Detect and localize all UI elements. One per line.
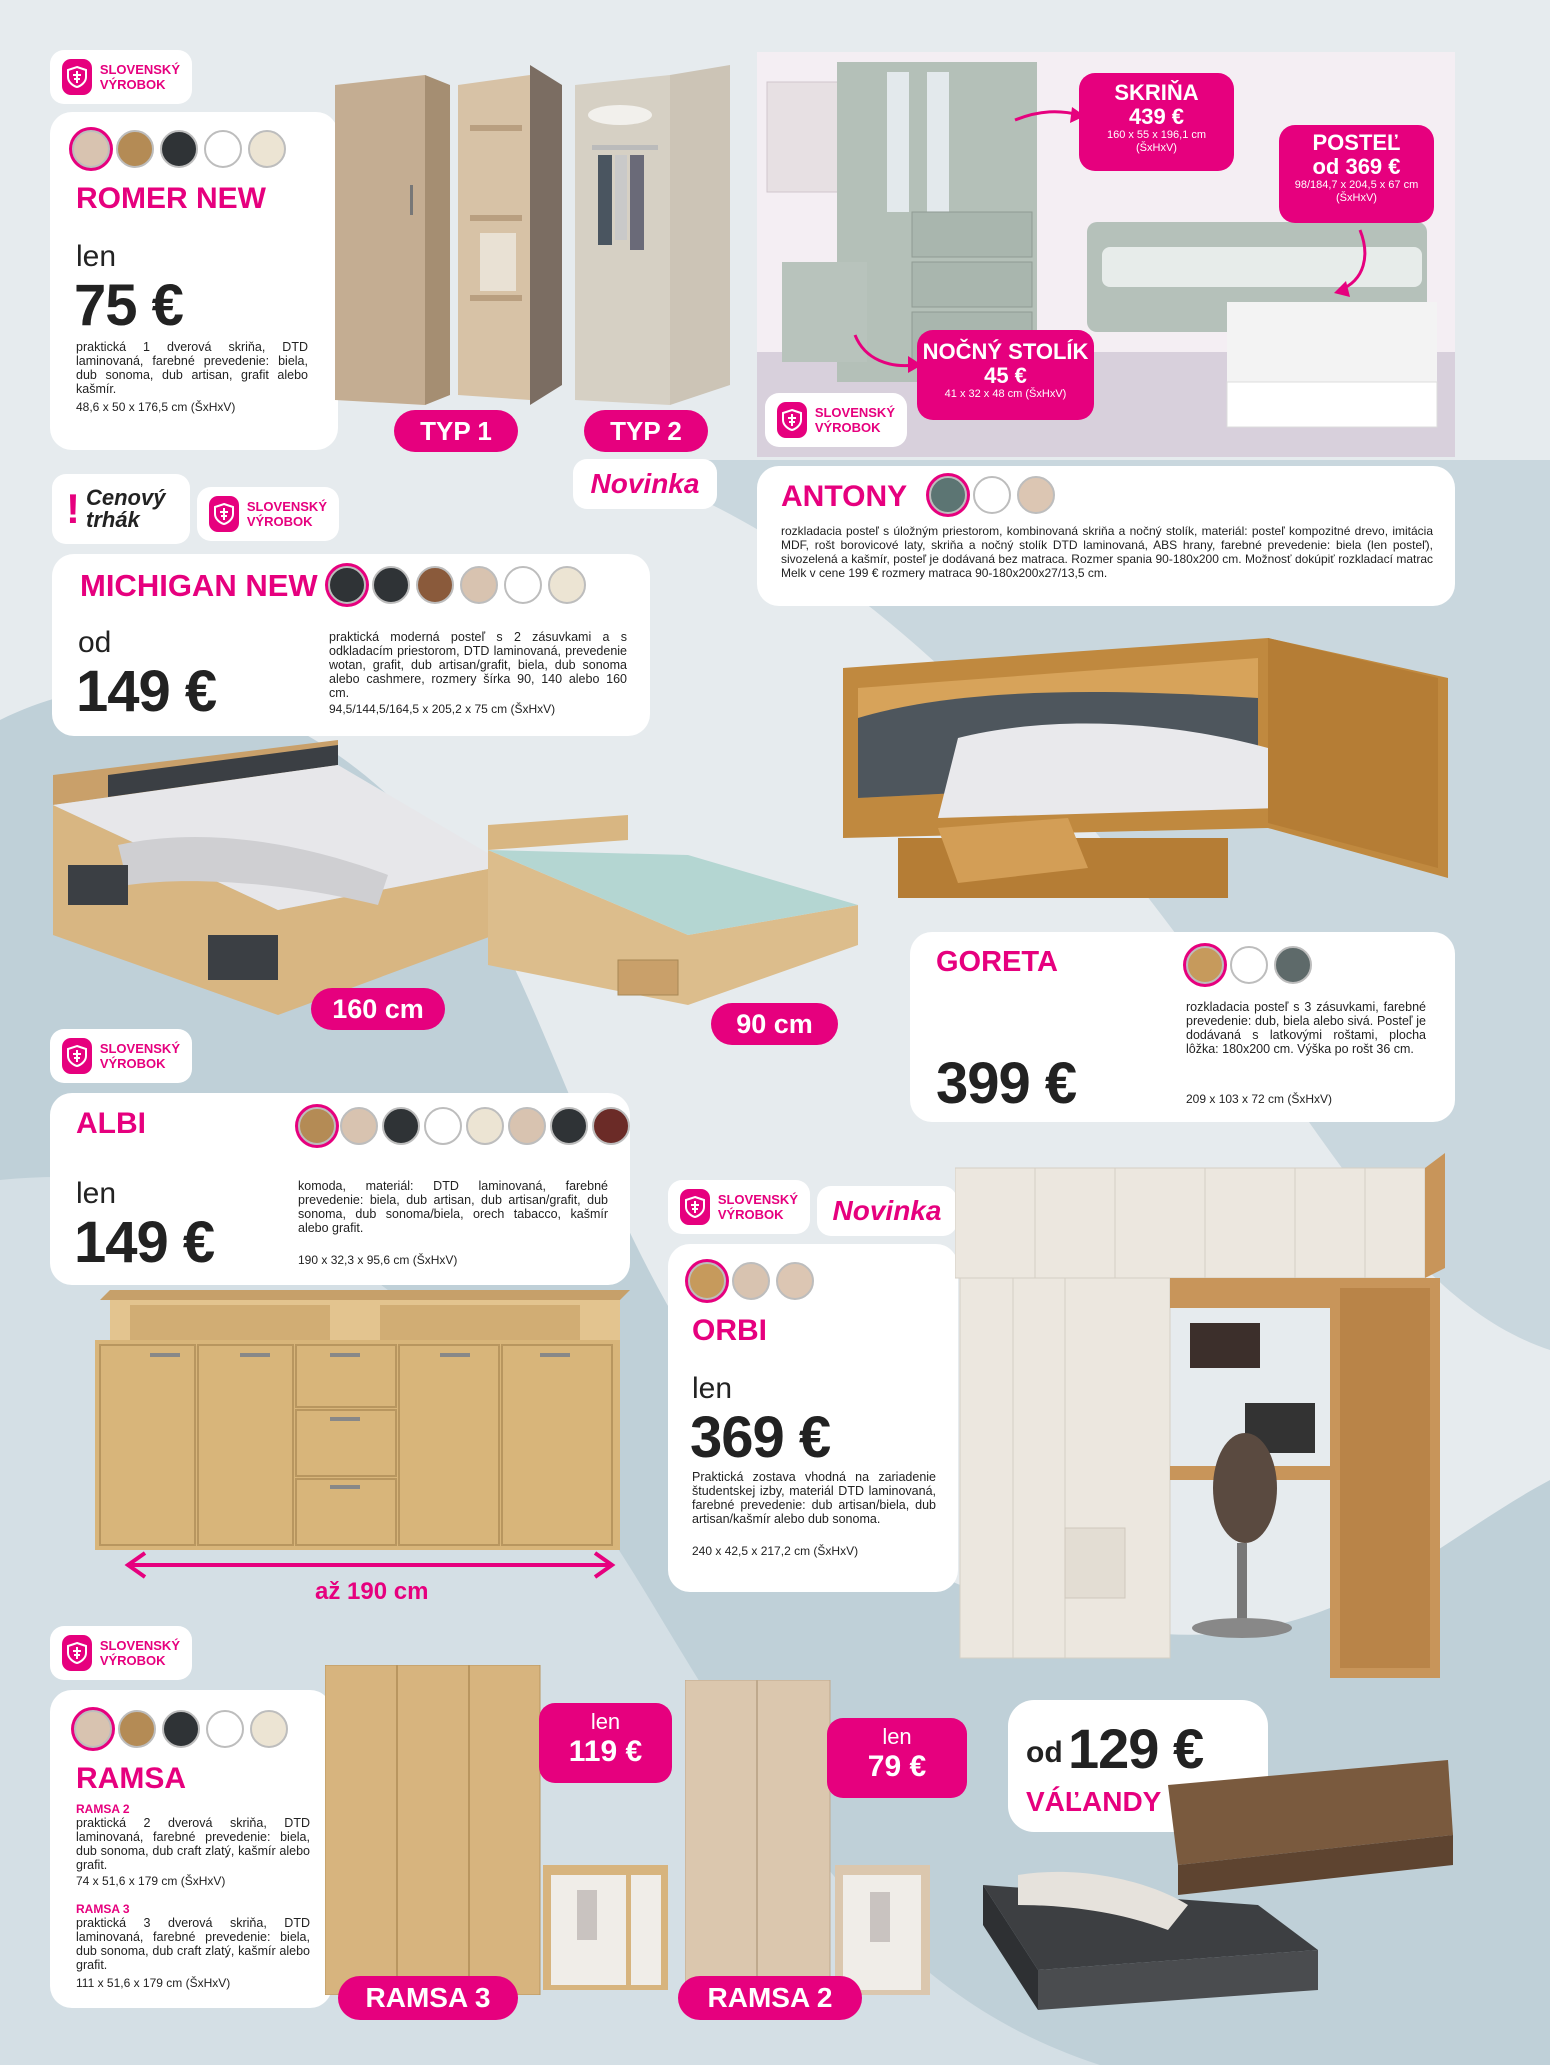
goreta-dims: 209 x 103 x 72 cm (ŠxHxV) xyxy=(1186,1092,1333,1106)
goreta-desc: rozkladacia posteľ s 3 zásuvkami, farebné prevedenie: dub, biela alebo sivá. Posteľ je dodávaná s latkovými roštami, plocha lôžka: 180x200 cm. Výška po rošt 36 cm. xyxy=(1186,1000,1426,1056)
ramsa-color-swatch[interactable] xyxy=(250,1710,288,1748)
valandy-name: VÁĽANDY xyxy=(1026,1786,1162,1817)
badge-line2: VÝROBOK xyxy=(99,1653,166,1668)
antony-title: ANTONY xyxy=(781,480,908,513)
albi-card xyxy=(50,1093,630,1285)
ramsa2-desc: praktická 2 dverová skriňa, DTD laminovaná, farebné prevedenie: biela, dub sonoma, dub craft zlatý, kašmír alebo grafit. xyxy=(76,1816,310,1872)
orbi-dims: 240 x 42,5 x 217,2 cm (ŠxHxV) xyxy=(692,1544,859,1558)
slovak-product-icon xyxy=(777,402,807,438)
albi-sideboard-image xyxy=(90,1285,630,1565)
michigan-color-swatch[interactable] xyxy=(416,566,454,604)
michigan-swatches[interactable] xyxy=(328,566,586,604)
albi-color-swatch[interactable] xyxy=(382,1107,420,1145)
ramsa2-dims: 74 x 51,6 x 179 cm (ŠxHxV) xyxy=(76,1874,226,1888)
orbi-card xyxy=(668,1244,958,1592)
michigan-price: 149 € xyxy=(76,659,217,724)
goreta-color-swatch[interactable] xyxy=(1186,946,1224,984)
albi-title: ALBI xyxy=(76,1107,146,1140)
slovak-product-icon xyxy=(680,1189,710,1225)
badge-line2: VÝROBOK xyxy=(814,420,881,435)
badge-line1: SLOVENSKÝ xyxy=(99,1638,180,1653)
cenovy-trhak-badge xyxy=(52,474,190,544)
romer-typ1-label: TYP 1 xyxy=(394,410,518,452)
ramsa2-label-pill: RAMSA 2 xyxy=(678,1976,862,2020)
romer-color-swatch[interactable] xyxy=(204,130,242,168)
skrina-name: SKRIŇA xyxy=(1114,80,1199,105)
ramsa3-dims: 111 x 51,6 x 179 cm (ŠxHxV) xyxy=(76,1976,231,1990)
stolik-price: 45 € xyxy=(984,363,1027,388)
postel-dims-unit: (ŠxHxV) xyxy=(1336,192,1377,204)
novinka-badge-orbi: Novinka xyxy=(817,1186,957,1236)
stolik-name: NOČNÝ STOLÍK xyxy=(922,339,1089,364)
ramsa-color-swatch[interactable] xyxy=(118,1710,156,1748)
michigan-color-swatch[interactable] xyxy=(460,566,498,604)
stolik-dims: 41 x 32 x 48 cm (ŠxHxV) xyxy=(944,388,1067,400)
ramsa3-desc: praktická 3 dverová skriňa, DTD laminovaná, farebné prevedenie: biela, dub sonoma, dub craft zlatý, kašmír alebo grafit. xyxy=(76,1916,310,1972)
badge-line2: VÝROBOK xyxy=(99,77,166,92)
badge-line2: VÝROBOK xyxy=(717,1207,784,1222)
stolik-price-box xyxy=(917,330,1094,420)
ramsa2-price-box xyxy=(827,1718,967,1798)
valandy-couch-image xyxy=(978,1755,1458,2035)
orbi-title: ORBI xyxy=(692,1314,767,1347)
romer-desc: praktická 1 dverová skriňa, DTD laminovaná, farebné prevedenie: biela, dub sonoma, dub artisan, grafit alebo kašmír. xyxy=(76,340,308,396)
albi-color-swatch[interactable] xyxy=(592,1107,630,1145)
badge-line2: VÝROBOK xyxy=(99,1056,166,1071)
albi-swatches[interactable] xyxy=(298,1107,630,1145)
slovensky-vyrobok-badge xyxy=(668,1180,810,1234)
ramsa-color-swatch[interactable] xyxy=(162,1710,200,1748)
exclamation-icon: ! xyxy=(66,485,80,532)
romer-color-swatch[interactable] xyxy=(116,130,154,168)
goreta-title: GORETA xyxy=(936,946,1058,978)
badge-line1: SLOVENSKÝ xyxy=(814,405,895,420)
antony-swatches[interactable] xyxy=(929,476,1055,514)
romer-typ2-label: TYP 2 xyxy=(584,410,708,452)
slovensky-vyrobok-badge xyxy=(50,1029,192,1083)
albi-width-label: až 190 cm xyxy=(315,1578,429,1605)
ramsa3-price-box xyxy=(539,1703,672,1783)
michigan-beds-image xyxy=(48,735,868,1035)
slovak-product-icon xyxy=(62,59,92,95)
orbi-color-swatch[interactable] xyxy=(688,1262,726,1300)
michigan-color-swatch[interactable] xyxy=(328,566,366,604)
orbi-color-swatch[interactable] xyxy=(732,1262,770,1300)
albi-color-swatch[interactable] xyxy=(424,1107,462,1145)
postel-price-box xyxy=(1279,125,1434,223)
slovak-product-icon xyxy=(209,496,239,532)
slovensky-vyrobok-badge xyxy=(197,487,339,541)
slovensky-vyrobok-badge xyxy=(765,393,907,447)
albi-color-swatch[interactable] xyxy=(508,1107,546,1145)
albi-desc: komoda, materiál: DTD laminovaná, farebné prevedenie: biela, dub artisan, dub artisan/grafit, dub sonoma, dub sonoma/biela, orech tabacco, kašmír alebo grafit. xyxy=(298,1179,608,1235)
postel-dims: 98/184,7 x 204,5 x 67 cm xyxy=(1294,179,1419,191)
goreta-daybed-image xyxy=(838,628,1453,913)
skrina-dims-unit: (ŠxHxV) xyxy=(1136,142,1177,154)
antony-color-swatch[interactable] xyxy=(929,476,967,514)
romer-color-swatch[interactable] xyxy=(248,130,286,168)
ramsa3-price-pre: len xyxy=(590,1709,621,1734)
albi-color-swatch[interactable] xyxy=(340,1107,378,1145)
goreta-price: 399 € xyxy=(936,1051,1077,1116)
orbi-pre: len xyxy=(692,1372,733,1405)
slovak-product-icon xyxy=(62,1038,92,1074)
orbi-color-swatch[interactable] xyxy=(776,1262,814,1300)
novinka-badge-romer: Novinka xyxy=(573,459,717,509)
skrina-dims: 160 x 55 x 196,1 cm xyxy=(1106,129,1207,141)
michigan-size-90: 90 cm xyxy=(711,1003,838,1045)
albi-color-swatch[interactable] xyxy=(298,1107,336,1145)
albi-color-swatch[interactable] xyxy=(550,1107,588,1145)
michigan-size-160: 160 cm xyxy=(311,988,445,1030)
skrina-price-box xyxy=(1079,73,1234,171)
michigan-color-swatch[interactable] xyxy=(504,566,542,604)
ramsa-title: RAMSA xyxy=(76,1762,186,1795)
goreta-card xyxy=(910,932,1455,1122)
badge-line1: SLOVENSKÝ xyxy=(717,1192,798,1207)
albi-dims: 190 x 32,3 x 95,6 cm (ŠxHxV) xyxy=(298,1253,458,1267)
slovak-product-icon xyxy=(62,1635,92,1671)
slovensky-vyrobok-badge xyxy=(50,50,192,104)
postel-name: POSTEĽ xyxy=(1312,130,1401,155)
romer-wardrobes-image xyxy=(330,55,740,415)
albi-price: 149 € xyxy=(74,1210,215,1275)
albi-color-swatch[interactable] xyxy=(466,1107,504,1145)
goreta-color-swatch[interactable] xyxy=(1230,946,1268,984)
antony-color-swatch[interactable] xyxy=(973,476,1011,514)
romer-color-swatch[interactable] xyxy=(72,130,110,168)
ramsa-swatches[interactable] xyxy=(74,1710,288,1748)
romer-color-swatch[interactable] xyxy=(160,130,198,168)
slovensky-vyrobok-badge xyxy=(50,1626,192,1680)
ramsa2-price: 79 € xyxy=(867,1750,927,1783)
orbi-price: 369 € xyxy=(690,1405,831,1470)
albi-pre: len xyxy=(76,1177,117,1210)
antony-card xyxy=(757,466,1455,606)
antony-color-swatch[interactable] xyxy=(1017,476,1055,514)
valandy-price: 129 € xyxy=(1068,1717,1204,1780)
valandy-pre: od xyxy=(1026,1736,1063,1769)
michigan-title: MICHIGAN NEW xyxy=(80,568,318,603)
postel-price: od 369 € xyxy=(1312,154,1401,179)
ramsa3-label: RAMSA 3 xyxy=(76,1902,130,1916)
romer-swatches[interactable] xyxy=(72,130,286,168)
skrina-price: 439 € xyxy=(1128,104,1185,129)
ramsa2-label: RAMSA 2 xyxy=(76,1802,130,1816)
cenovy-line2: trhák xyxy=(86,507,140,532)
michigan-dims: 94,5/144,5/164,5 x 205,2 x 75 cm (ŠxHxV) xyxy=(329,702,556,716)
ramsa-color-swatch[interactable] xyxy=(74,1710,112,1748)
romer-pre: len xyxy=(76,240,117,273)
ramsa2-price-pre: len xyxy=(882,1724,912,1749)
ramsa-color-swatch[interactable] xyxy=(206,1710,244,1748)
antony-desc: rozkladacia posteľ s úložným priestorom, kombinovaná skriňa a nočný stolík, materiál: posteľ kompozitné drevo, imitácia MDF, rošt borovicové laty, skriňa a nočný stolík DTD laminovaná, ABS hrany, farebné prevedenie: biela (len posteľ), sivozelená a kašmír, posteľ je dodávaná bez matraca. Rozmer spania 90-180x200 cm. Možnosť dokúpiť rozkladací matrac Melk v cene 199 € rozmery matraca 90-180x200x27/13,5 cm. xyxy=(781,524,1433,580)
badge-line1: SLOVENSKÝ xyxy=(246,499,327,514)
badge-line1: SLOVENSKÝ xyxy=(99,1041,180,1056)
romer-dims: 48,6 x 50 x 176,5 cm (ŠxHxV) xyxy=(76,400,236,414)
orbi-desc: Praktická zostava vhodná na zariadenie študentskej izby, materiál DTD laminovaná, farebné prevedenie: dub artisan/biela, dub artisan/kašmír alebo dub sonoma. xyxy=(692,1470,936,1526)
orbi-swatches[interactable] xyxy=(688,1262,814,1300)
orbi-furniture-image xyxy=(955,1148,1450,1688)
michigan-pre: od xyxy=(78,626,112,659)
michigan-card xyxy=(52,554,650,736)
ramsa3-price: 119 € xyxy=(568,1735,643,1768)
michigan-color-swatch[interactable] xyxy=(548,566,586,604)
ramsa3-label-pill: RAMSA 3 xyxy=(338,1976,518,2020)
postel-arrow xyxy=(1320,225,1380,305)
romer-price: 75 € xyxy=(74,273,183,338)
goreta-swatches[interactable] xyxy=(1186,946,1312,984)
michigan-desc: praktická moderná posteľ s 2 zásuvkami a s odkladacím priestorom, DTD laminovaná, prevedenie wotan, grafit, dub artisan/grafit, biela, dub sonoma alebo cashmere, rozmery šírka 90, 140 alebo 160 cm. xyxy=(329,630,627,700)
ramsa-card xyxy=(50,1690,332,2008)
badge-line2: VÝROBOK xyxy=(246,514,313,529)
badge-line1: SLOVENSKÝ xyxy=(99,62,180,77)
romer-card xyxy=(50,112,338,450)
romer-title: ROMER NEW xyxy=(76,182,266,215)
michigan-color-swatch[interactable] xyxy=(372,566,410,604)
goreta-color-swatch[interactable] xyxy=(1274,946,1312,984)
cenovy-line1: Cenový xyxy=(86,485,166,510)
